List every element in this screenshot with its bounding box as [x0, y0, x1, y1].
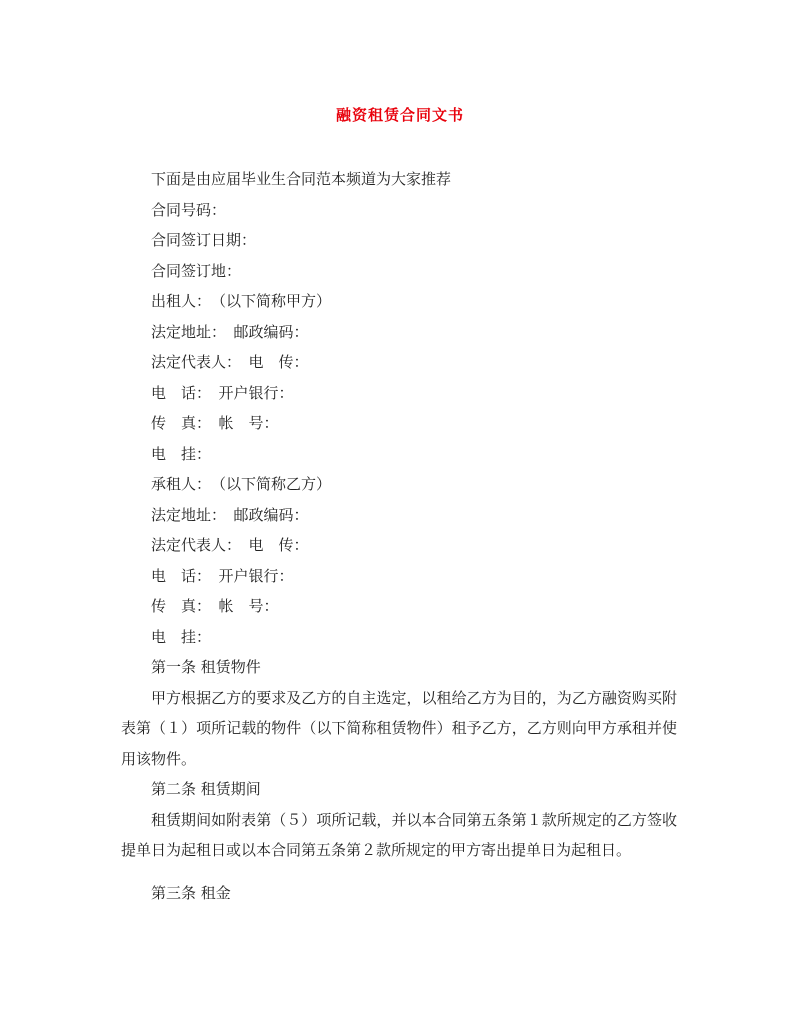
article1-body: 甲方根据乙方的要求及乙方的自主选定，以租给乙方为目的，为乙方融资购买附表第（１）项所记载的物件（以下简称租赁物件）租予乙方，乙方则向甲方承租并使用该物件。	[121, 688, 677, 768]
lessor-address-line: 法定地址： 邮政编码：	[151, 322, 309, 341]
lessee-cable-line: 电 挂：	[151, 627, 212, 646]
article1-heading: 第一条 租赁物件	[151, 658, 261, 676]
lessor-fax-line: 传 真： 帐 号：	[151, 414, 279, 432]
document-title: 融资租赁合同文书	[335, 106, 464, 124]
lessee-representative-line: 法定代表人： 电 传：	[151, 536, 309, 554]
article2-body: 租赁期间如附表第（５）项所记载，并以本合同第五条第１款所规定的乙方签收提单日为起租日或以本合同第五条第２款所规定的甲方寄出提单日为起租日。	[121, 810, 677, 859]
document-body	[121, 164, 677, 908]
contract-number-line: 合同号码：	[151, 200, 227, 219]
signing-place-line: 合同签订地：	[151, 261, 242, 280]
lessor-representative-line: 法定代表人： 电 传：	[151, 353, 309, 371]
intro-line: 下面是由应届毕业生合同范本频道为大家推荐	[151, 170, 452, 188]
article2-heading: 第二条 租赁期间	[151, 780, 261, 798]
lessor-line: 出租人： （以下简称甲方）	[151, 292, 332, 310]
lessee-line: 承租人： （以下简称乙方）	[151, 475, 332, 493]
lessee-phone-line: 电 话： 开户银行：	[151, 566, 294, 585]
lessor-cable-line: 电 挂：	[151, 444, 212, 463]
signing-date-line: 合同签订日期：	[151, 231, 257, 249]
lessee-address-line: 法定地址： 邮政编码：	[151, 505, 309, 524]
article3-heading: 第三条 租金	[151, 883, 231, 902]
lessee-fax-line: 传 真： 帐 号：	[151, 597, 279, 615]
lessor-phone-line: 电 话： 开户银行：	[151, 383, 294, 402]
section-gap	[121, 866, 677, 878]
